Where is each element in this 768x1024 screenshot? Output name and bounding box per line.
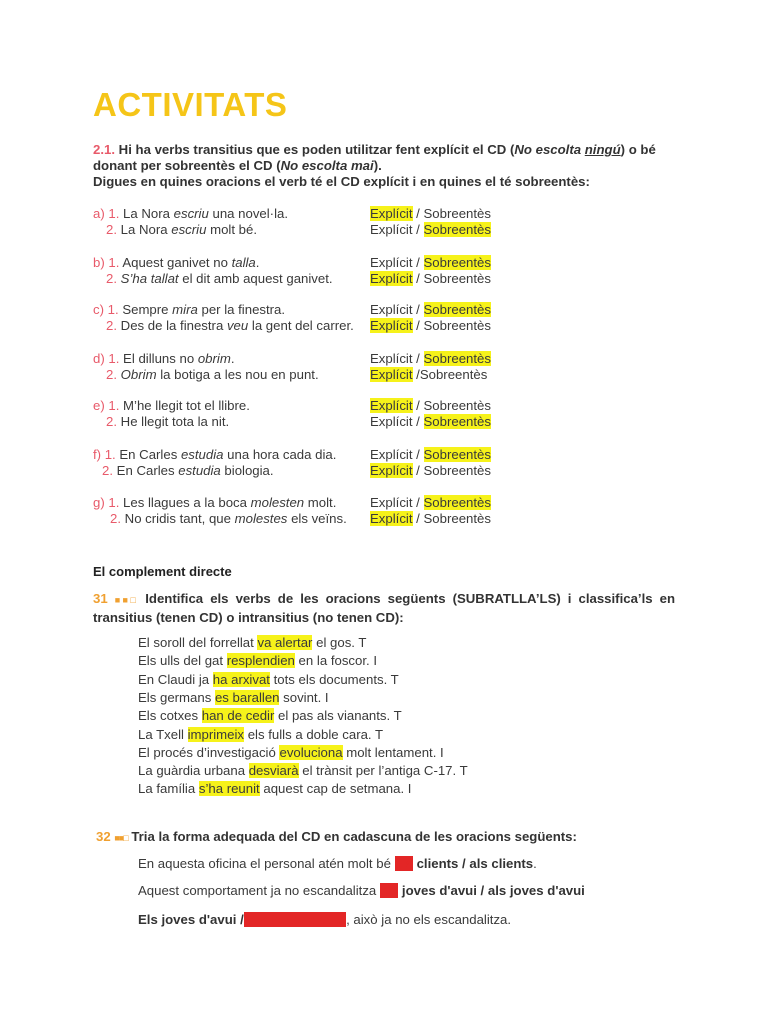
option-explicit: Explícit: [370, 511, 413, 526]
verb-italic: escriu: [171, 222, 207, 237]
exercise-sentence: [106, 222, 257, 238]
exercise-32-sentence: [138, 912, 511, 928]
option-explicit: Explícit: [370, 367, 413, 382]
option-sobreentes: Sobreentès: [423, 511, 491, 526]
sentence-text: Sempre: [118, 302, 173, 317]
answer-options: [370, 414, 491, 430]
instruction-text: ) o bé donant per sobreentès el CD (: [93, 142, 656, 173]
item-label: b) 1.: [93, 255, 120, 270]
sentence-text: El procés d’investigació: [138, 744, 280, 760]
sentence-text: En Carles: [115, 447, 181, 462]
sentence-text: la gent del carrer.: [248, 318, 354, 333]
item-label: f) 1.: [93, 447, 116, 462]
verb-italic: talla: [231, 255, 256, 270]
sentence-text: Aquest ganivet no: [119, 255, 232, 270]
option-separator: /: [412, 398, 424, 413]
sentence-text: En Claudi ja: [138, 671, 213, 687]
sentence-text: el trànsit per l’antiga C-17. T: [298, 763, 468, 779]
sentence-text: el gos. T: [312, 635, 367, 650]
option-separator: /: [412, 511, 424, 526]
sentence-text: en la foscor. I: [294, 653, 377, 669]
option-explicit: Explícit: [370, 398, 413, 413]
verb-highlight: es barallen: [214, 689, 280, 705]
verb-italic: mira: [172, 302, 198, 317]
exercise-sentence: [93, 255, 259, 271]
item-label: 2.: [106, 271, 117, 286]
item-label: 2.: [106, 222, 117, 237]
exercise-number: 31: [93, 591, 108, 606]
example-text: No escolta mai: [280, 158, 374, 173]
option-separator: /: [412, 351, 424, 366]
exercise-sentence: [93, 206, 288, 222]
page-title: ACTIVITATS: [93, 86, 288, 123]
sentence-text: el pas als vianants. T: [274, 708, 402, 724]
answer-options: [370, 302, 491, 318]
sentence-text: molt lentament. I: [342, 744, 444, 760]
item-label: 2.: [106, 414, 117, 429]
sentence-text: Les llagues a la boca: [119, 495, 251, 510]
exercise-sentence: [106, 318, 354, 334]
sentence-text: La guàrdia urbana: [138, 763, 249, 779]
option-sobreentes: Sobreentès: [423, 495, 491, 510]
exercise-sentence: [138, 672, 399, 688]
item-label: g) 1.: [93, 495, 120, 510]
option-separator: /: [412, 495, 424, 510]
exercise-sentence: [138, 653, 377, 669]
section-heading: El complement directe: [93, 564, 232, 579]
sentence-text: M’he llegit tot el llibre.: [119, 398, 250, 413]
exercise-sentence: [106, 414, 229, 430]
sentence-text: Els cotxes: [138, 708, 202, 724]
difficulty-squares-icon: ■■□: [114, 833, 128, 843]
answer-options: [370, 271, 491, 287]
sentence-text: , això ja no els escandalitza.: [346, 912, 512, 927]
verb-highlight: resplendien: [226, 653, 295, 669]
sentence-text: .: [230, 351, 235, 366]
option-sobreentes: Sobreentès: [423, 222, 491, 237]
option-explicit: Explícit: [370, 351, 413, 366]
instruction-text: ).: [373, 158, 382, 173]
answer-options: [370, 206, 491, 222]
exercise-32-instructions: [96, 829, 577, 844]
item-label: e) 1.: [93, 398, 120, 413]
option-explicit: Explícit: [370, 206, 413, 221]
verb-highlight: va alertar: [257, 635, 313, 650]
option-explicit: Explícit: [370, 447, 413, 462]
exercise-sentence: [138, 745, 444, 761]
item-label: a) 1.: [93, 206, 120, 221]
sentence-text: per la finestra.: [197, 302, 286, 317]
option-sobreentes: Sobreentès: [423, 447, 491, 462]
exercise-sentence: [106, 367, 319, 383]
exercise-sentence: [93, 447, 336, 463]
item-label: c) 1.: [93, 302, 119, 317]
sentence-text: tots els documents. T: [269, 671, 399, 687]
option-separator: /: [412, 206, 424, 221]
answer-options: [370, 463, 491, 479]
instruction-text: Identifica els verbs de les oracions següents (SUBRATLLA’LS) i classifica’ls en transitius (tenen CD) o intransitius (no tenen CD):: [93, 591, 676, 625]
sentence-text: La Txell: [138, 726, 188, 742]
answer-options: [370, 222, 491, 238]
answer-highlight: els: [379, 883, 399, 898]
answer-options: [370, 447, 491, 463]
option-explicit: Explícit: [370, 302, 413, 317]
verb-highlight: ha arxivat: [212, 671, 270, 687]
verb-italic: molestes: [234, 511, 288, 526]
sentence-text: La Nora: [119, 206, 174, 221]
verb-italic: estudia: [180, 447, 224, 462]
option-sobreentes: Sobreentès: [423, 255, 491, 270]
instruction-text: Tria la forma adequada del CD en cadascuna de les oracions següents:: [127, 829, 577, 844]
difficulty-squares-icon: ■■□: [114, 595, 139, 605]
sentence-text: la botiga a les nou en punt.: [156, 367, 319, 382]
verb-italic: molesten: [250, 495, 305, 510]
exercise-sentence: [138, 708, 402, 724]
sentence-text: En aquesta oficina el personal atén molt bé: [138, 856, 395, 871]
sentence-text: Els ulls del gat: [138, 653, 227, 669]
sentence-text: sovint. I: [279, 689, 329, 705]
option-separator: /: [412, 414, 424, 429]
sentence-text: el dit amb aquest ganivet.: [178, 271, 333, 286]
sentence-text: Els germans: [138, 689, 215, 705]
example-underlined: ningú: [584, 142, 621, 157]
exercise-number: 2.1.: [93, 142, 115, 157]
item-label: 2.: [106, 367, 117, 382]
exercise-2-1-instructions: [93, 142, 675, 190]
verb-italic: escriu: [173, 206, 209, 221]
instruction-text: Hi ha verbs transitius que es poden utilitzar fent explícit el CD (: [115, 142, 515, 157]
answer-highlight: Als joves d'avui: [243, 912, 347, 927]
answer-highlight: els: [394, 856, 413, 871]
exercise-32-sentence: [138, 856, 537, 872]
answer-options: [370, 255, 491, 271]
verb-italic: veu: [226, 318, 249, 333]
sentence-text: La família: [138, 781, 199, 797]
option-sobreentes: Sobreentès: [423, 206, 491, 221]
exercise-31-instructions: [93, 590, 675, 627]
exercise-sentence: [106, 271, 333, 287]
exercise-sentence: [93, 495, 336, 511]
option-separator: /: [412, 447, 424, 462]
example-text: No escolta: [514, 142, 582, 157]
option-explicit: Explícit: [370, 414, 413, 429]
verb-highlight: s’ha reunit: [198, 781, 260, 797]
sentence-text: Des de la finestra: [117, 318, 227, 333]
exercise-sentence: [138, 763, 468, 779]
sentence-text: El dilluns no: [119, 351, 198, 366]
sentence-text: .: [255, 255, 260, 270]
option-explicit: Explícit: [370, 271, 413, 286]
option-separator: /: [412, 302, 424, 317]
option-sobreentes: Sobreentès: [419, 367, 488, 382]
exercise-sentence: [93, 398, 250, 414]
answer-options: [370, 398, 491, 414]
sentence-text: En Carles: [113, 463, 179, 478]
exercise-sentence: [138, 781, 411, 797]
sentence-text: aquest cap de setmana. I: [259, 781, 412, 797]
sentence-text: biologia.: [220, 463, 274, 478]
option-sobreentes: Sobreentès: [423, 318, 491, 333]
option-sobreentes: Sobreentès: [423, 351, 491, 366]
option-text: joves d'avui / als joves d'avui: [398, 883, 585, 898]
option-separator: /: [412, 463, 424, 478]
answer-options: [370, 318, 491, 334]
verb-italic: Obrim: [120, 367, 157, 382]
option-separator: /: [412, 367, 420, 382]
sentence-text: El soroll del forrellat: [138, 635, 258, 650]
sentence-text: No cridis tant, que: [121, 511, 235, 526]
item-label: 2.: [110, 511, 121, 526]
exercise-sentence: [138, 690, 329, 706]
sentence-text: molt bé.: [206, 222, 258, 237]
option-sobreentes: Sobreentès: [423, 463, 491, 478]
item-label: 2.: [106, 318, 117, 333]
sentence-text: els fulls a doble cara. T: [244, 726, 384, 742]
option-explicit: Explícit: [370, 495, 413, 510]
sentence-text: molt.: [304, 495, 337, 510]
verb-italic: obrim: [197, 351, 231, 366]
option-sobreentes: Sobreentès: [423, 302, 491, 317]
verb-highlight: desviarà: [248, 763, 299, 779]
verb-highlight: imprimeix: [187, 726, 245, 742]
option-sobreentes: Sobreentès: [423, 398, 491, 413]
verb-italic: estudia: [178, 463, 221, 478]
option-explicit: Explícit: [370, 318, 413, 333]
sentence-text: una novel·la.: [208, 206, 289, 221]
option-text: Els joves d'avui /: [138, 912, 244, 927]
option-separator: /: [412, 255, 424, 270]
exercise-sentence: [93, 302, 285, 318]
sentence-text: els veïns.: [287, 511, 347, 526]
exercise-number: 32: [96, 829, 111, 844]
answer-options: [370, 511, 491, 527]
item-label: 2.: [102, 463, 113, 478]
answer-options: [370, 495, 491, 511]
instruction-text: Digues en quines oracions el verb té el CD explícit i en quines el té sobreentès:: [93, 174, 590, 189]
sentence-text: He llegit tota la nit.: [117, 414, 230, 429]
option-separator: /: [412, 318, 424, 333]
verb-highlight: han de cedir: [201, 708, 275, 724]
exercise-sentence: [138, 635, 366, 651]
option-separator: /: [412, 271, 424, 286]
sentence-text: una hora cada dia.: [223, 447, 337, 462]
option-explicit: Explícit: [370, 463, 413, 478]
exercise-sentence: [110, 511, 347, 527]
option-explicit: Explícit: [370, 255, 413, 270]
answer-options: [370, 351, 491, 367]
verb-italic: S’ha tallat: [120, 271, 179, 286]
answer-options: [370, 367, 487, 383]
sentence-text: Aquest comportament ja no escandalitza: [138, 883, 380, 898]
option-sobreentes: Sobreentès: [423, 414, 491, 429]
exercise-sentence: [93, 351, 234, 367]
option-separator: /: [412, 222, 424, 237]
sentence-text: La Nora: [117, 222, 172, 237]
option-text: clients / als clients: [412, 856, 534, 871]
item-label: d) 1.: [93, 351, 120, 366]
exercise-sentence: [102, 463, 274, 479]
exercise-32-sentence: [138, 883, 585, 899]
verb-highlight: evoluciona: [279, 744, 343, 760]
option-explicit: Explícit: [370, 222, 413, 237]
exercise-sentence: [138, 727, 383, 743]
option-sobreentes: Sobreentès: [423, 271, 491, 286]
sentence-text: .: [533, 856, 537, 871]
